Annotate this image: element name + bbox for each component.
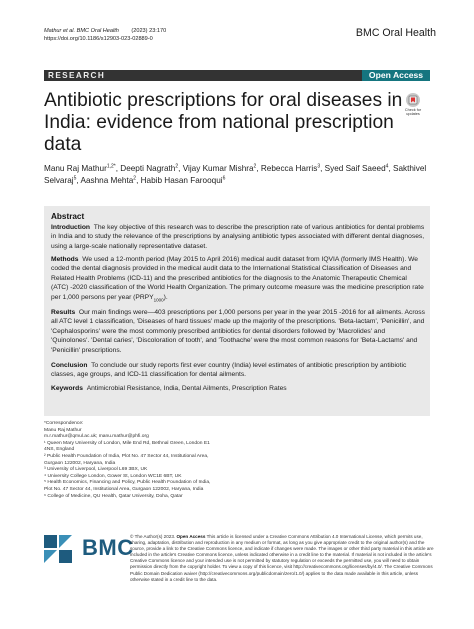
methods-label: Methods xyxy=(51,256,79,263)
methods-end: ). xyxy=(163,293,168,301)
license-lead: © The Author(s) 2023. xyxy=(130,534,176,539)
methods-subscript: 1000 xyxy=(153,296,164,302)
author-affiliation-mark: 4 xyxy=(385,163,389,170)
license-text: This article is licensed under a Creative Commons Attribution 4.0 International License, which permits use, sharing, adaptation, distribution and reproduction in any medium or format, as long as you give appropriate credit to the original author(s) and the source, provide a link to the Creative Commons licence, and indicate if changes were made. The images or other third party material in this article are included in the article's Creative Commons licence, unless indicated otherwise in a credit line to the material. If material is not included in the article's Creative Commons licence and your intended use is not permitted by statutory regulation or exceeds the permitted use, you will need to obtain permission directly from the copyright holder. To view a copy of this licence, visit http://creativecommons.org/licenses/by/4.0/. The Creative Commons Public Domain Dedication waiver (http://creativecommons.org/publicdomain/zero/1.0/) applies to the data made available in this article, unless otherwise stated in a credit line to the data. xyxy=(130,534,434,582)
author-name: Rebecca Harris$^3$ xyxy=(260,163,321,173)
keywords-label: Keywords xyxy=(51,385,83,392)
introduction-label: Introduction xyxy=(51,224,91,231)
conclusion-text: To conclude our study reports first ever country (India) level estimates of antibiotic prescription by antibiotic classes, age groups, and ICD-11 classification for dental ailments. xyxy=(51,362,407,379)
methods-text: We used a 12-month period (May 2015 to April 2016) medical audit dataset from IQVIA (formerly IMS Health). We coded the dental diagnosis provided in the medical audit data to the International Statistical Classification of Diseases and Related Health Problems (ICD-11) and the prescribed antibiotics for the diagnosis to the Anatomic Therapeutic Chemical (ATC) -2020 classification of the World Health Organization. The primary outcome measure was the medicine prescription rate per 1,000 persons per year (PRPY xyxy=(51,256,424,301)
journal-name: BMC Oral Health xyxy=(355,27,436,39)
author-affiliation-mark: 2 xyxy=(133,175,137,182)
abstract-results xyxy=(51,308,425,355)
abstract-keywords xyxy=(51,384,425,393)
author-name: Vijay Kumar Mishra$^2$ xyxy=(182,163,257,173)
author-affiliation-mark: 6 xyxy=(222,175,226,182)
citation-header xyxy=(44,28,166,43)
crossmark-label-line2: updates xyxy=(406,112,420,117)
footnotes xyxy=(44,421,214,500)
crossmark-label-line1: Check for xyxy=(404,108,422,112)
author-affiliation-mark: 2 xyxy=(253,163,257,170)
author-affiliation-mark: 2 xyxy=(175,163,179,170)
author-affiliation-mark: 1,2* xyxy=(106,163,116,170)
citation-year: (2023) 23:170 xyxy=(131,28,167,34)
open-access-badge: Open Access xyxy=(362,70,430,81)
check-for-updates-icon[interactable] xyxy=(406,93,420,107)
results-text: Our main findings were—403 prescriptions per 1,000 persons per year in the year 2015 -2016 for all ailments. Across all ATC level 1 classification, 'Diseases of hard tissues' made up the majority of the prescriptions. 'Beta-lactam', 'Penicillin', and 'Cephalosporins' were the most commonly prescribed antibiotics for dental disorders followed by 'Macrolides' and 'Quinolones'. 'Dental caries', 'Discoloration of tooth', and 'Toothache' were the most common reasons for 'Beta-Lactams' and 'Penicillin' prescriptions. xyxy=(51,309,425,354)
bmc-logo-text: BMC xyxy=(82,535,134,560)
crossmark-icon xyxy=(408,95,418,105)
author-affiliation-mark: 3 xyxy=(317,163,321,170)
results-label: Results xyxy=(51,309,76,316)
author-name: Deepti Nagrath$^2$ xyxy=(120,163,179,173)
doi-link[interactable]: https://doi.org/10.1186/s12903-023-02889-0 xyxy=(44,35,153,42)
affiliation-3: ³ University of Liverpool, Liverpool L69 3BX, UK xyxy=(44,467,148,473)
bmc-logo-icon xyxy=(44,535,78,568)
author-list: Manu Raj Mathur$^{1,2*}$, Deepti Nagrath$^2$, Vijay Kumar Mishra$^2$, Rebecca Harris$^3$, Syed Saif Saeed$^4$, Sakthivel Selvaraj$^5$, Aashna Mehta$^2$, Habib Hasan Farooqui$^6$ xyxy=(44,163,427,185)
article-type-label: RESEARCH xyxy=(48,71,106,80)
author-affiliation-mark: 5 xyxy=(73,175,77,182)
abstract-methods xyxy=(51,255,425,304)
abstract-introduction xyxy=(51,223,425,251)
abstract-heading: Abstract xyxy=(51,212,85,221)
correspondence-email[interactable]: m.r.mathur@qmul.ac.uk; manu.mathur@phfi.org xyxy=(44,434,149,440)
correspondence-name: Manu Raj Mathur xyxy=(44,427,82,433)
article-title: Antibiotic prescriptions for oral diseases in India: evidence from national prescription data xyxy=(44,90,403,155)
affiliation-4: ⁴ University College London, Gower St, London WC1E 6BT, UK xyxy=(44,473,182,479)
affiliation-2: ² Public Health Foundation of India, Plot No. 47 Sector 44, Institutional Area, Gurgaon 122002, Haryana, India xyxy=(44,453,209,466)
affiliation-1: ¹ Queen Mary University of London, Mile End Rd, Bethnal Green, London E1 4NS, England xyxy=(44,440,210,453)
author-name: Syed Saif Saeed$^4$ xyxy=(324,163,389,173)
abstract-conclusion xyxy=(51,361,425,380)
license-notice xyxy=(130,534,434,583)
author-name: Habib Hasan Farooqui$^6$ xyxy=(140,175,226,185)
correspondence-label: *Correspondence: xyxy=(44,421,84,426)
citation-journal: Mathur et al. BMC Oral Health xyxy=(44,28,119,34)
keywords-text: Antimicrobial Resistance, India, Dental Ailments, Prescription Rates xyxy=(86,385,287,392)
author-name: Aashna Mehta$^2$ xyxy=(80,175,137,185)
affiliation-6: ⁶ College of Medicine, QU Health, Qatar University, Doha, Qatar xyxy=(44,493,183,499)
affiliation-5: ⁵ Health Economics, Financing and Policy, Public Health Foundation of India, Plot No. 47 Sector 44, Institutional Area, Gurgaon 122002, Haryana, India xyxy=(44,480,211,492)
conclusion-label: Conclusion xyxy=(51,362,88,369)
author-name: Sakthivel Selvaraj$^5$ xyxy=(44,164,427,185)
introduction-text: The key objective of this research was to describe the prescription rate of various antibiotics for dental problems in India and to study the relevance of the prescriptions by analysing antibiotic types associated with different dental diagnoses, using a large-scale nationally representative dataset. xyxy=(51,224,425,250)
license-open-access: Open Access xyxy=(176,534,206,539)
author-name: Manu Raj Mathur$^{1,2*}$ xyxy=(44,163,116,173)
